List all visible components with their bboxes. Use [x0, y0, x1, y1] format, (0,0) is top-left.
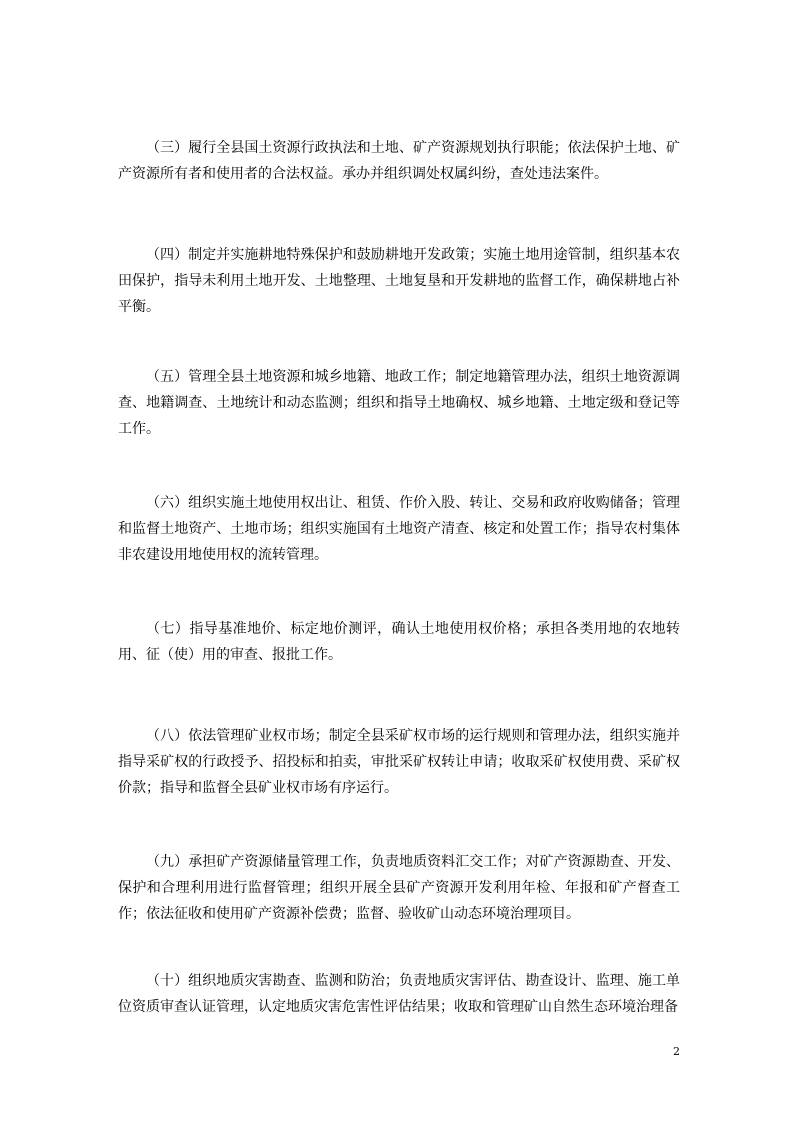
paragraph-3: （三）履行全县国土资源行政执法和土地、矿产资源规划执行职能；依法保护土地、矿产资源所有者和使用者的合法权益。承办并组织调处权属纠纷，查处违法案件。 [118, 140, 680, 182]
paragraph-5: （五）管理全县土地资源和城乡地籍、地政工作；制定地籍管理办法，组织土地资源调查、地籍调查、土地统计和动态监测；组织和指导土地确权、城乡地籍、土地定级和登记等工作。 [118, 369, 680, 437]
paragraph-7: （七）指导基准地价、标定地价测评，确认土地使用权价格；承担各类用地的农地转用、征（使）用的审查、报批工作。 [118, 621, 680, 663]
paragraph-10: （十）组织地质灾害勘查、监测和防治；负责地质灾害评估、勘查设计、监理、施工单位资质审查认证管理，认定地质灾害危害性评估结果；收取和管理矿山自然生态环境治理备 [118, 973, 680, 1015]
paragraph-6: （六）组织实施土地使用权出让、租赁、作价入股、转让、交易和政府收购储备；管理和监督土地资产、土地市场；组织实施国有土地资产清查、核定和处置工作；指导农村集体非农建设用地使用权的流转管理。 [118, 495, 680, 563]
page-number: 2 [673, 1045, 680, 1058]
paragraph-9: （九）承担矿产资源储量管理工作，负责地质资料汇交工作；对矿产资源勘查、开发、保护和合理利用进行监督管理；组织开展全县矿产资源开发利用年检、年报和矿产督查工作；依法征收和使用矿产资源补偿费；监督、验收矿山动态环境治理项目。 [118, 854, 680, 922]
paragraph-8: （八）依法管理矿业权市场；制定全县采矿权市场的运行规则和管理办法，组织实施并指导采矿权的行政授予、招投标和拍卖，审批采矿权转让申请；收取采矿权使用费、采矿权价款；指导和监督全县矿业权市场有序运行。 [118, 728, 680, 796]
paragraph-4: （四）制定并实施耕地特殊保护和鼓励耕地开发政策；实施土地用途管制，组织基本农田保护，指导未利用土地开发、土地整理、土地复垦和开发耕地的监督工作，确保耕地占补平衡。 [118, 247, 680, 315]
